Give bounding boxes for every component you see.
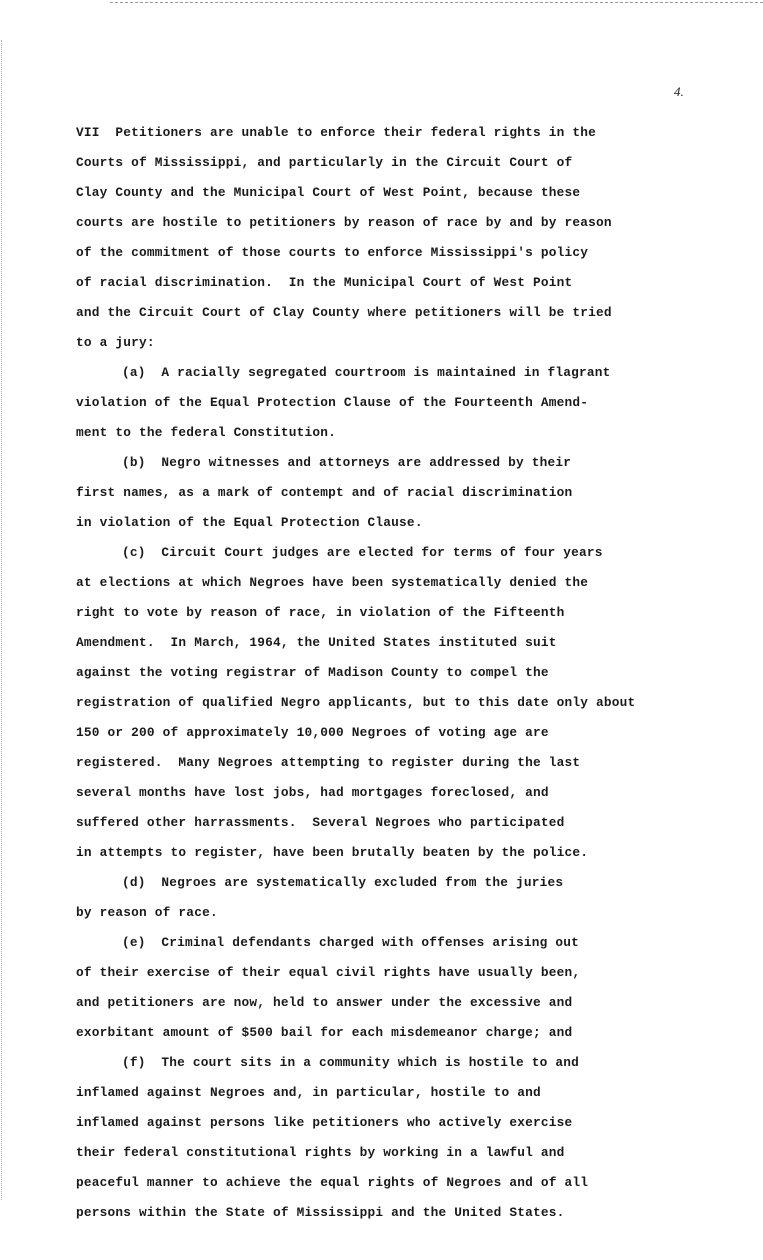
text-line: ment to the federal Constitution.	[76, 425, 337, 440]
text-line: against the voting registrar of Madison County to compel the	[76, 665, 549, 680]
paragraph-d-start: (d) Negroes are systematically excluded from the juries	[122, 875, 564, 890]
text-line: registered. Many Negroes attempting to register during the last	[76, 755, 581, 770]
text-line: inflamed against persons like petitioners who actively exercise	[76, 1115, 573, 1130]
document-body	[76, 118, 726, 1228]
text-line: to a jury:	[76, 335, 155, 350]
text-line: persons within the State of Mississippi and the United States.	[76, 1205, 565, 1220]
text-line: in attempts to register, have been brutally beaten by the police.	[76, 845, 589, 860]
text-line: first names, as a mark of contempt and of racial discrimination	[76, 485, 573, 500]
paragraph-f-start: (f) The court sits in a community which is hostile to and	[122, 1055, 580, 1070]
text-line: 150 or 200 of approximately 10,000 Negroes of voting age are	[76, 725, 549, 740]
text-line: inflamed against Negroes and, in particular, hostile to and	[76, 1085, 541, 1100]
text-line: courts are hostile to petitioners by reason of race by and by reason	[76, 215, 612, 230]
text-line: of racial discrimination. In the Municipal Court of West Point	[76, 275, 573, 290]
paragraph-c-start: (c) Circuit Court judges are elected for terms of four years	[122, 545, 603, 560]
text-line: of the commitment of those courts to enforce Mississippi's policy	[76, 245, 589, 260]
text-line: right to vote by reason of race, in violation of the Fifteenth	[76, 605, 565, 620]
paragraph-a-start: (a) A racially segregated courtroom is maintained in flagrant	[122, 365, 611, 380]
text-line: at elections at which Negroes have been systematically denied the	[76, 575, 589, 590]
text-line: several months have lost jobs, had mortgages foreclosed, and	[76, 785, 549, 800]
paragraph-e-start: (e) Criminal defendants charged with offenses arising out	[122, 935, 580, 950]
text-line: by reason of race.	[76, 905, 218, 920]
text-line: exorbitant amount of $500 bail for each misdemeanor charge; and	[76, 1025, 573, 1040]
text-line: Clay County and the Municipal Court of West Point, because these	[76, 185, 581, 200]
paragraph-b-start: (b) Negro witnesses and attorneys are addressed by their	[122, 455, 572, 470]
text-line: Amendment. In March, 1964, the United States instituted suit	[76, 635, 557, 650]
page-top-border	[110, 2, 763, 3]
text-line: of their exercise of their equal civil rights have usually been,	[76, 965, 581, 980]
page-number: 4.	[674, 84, 684, 99]
text-line: Courts of Mississippi, and particularly in the Circuit Court of	[76, 155, 573, 170]
text-line: suffered other harrassments. Several Negroes who participated	[76, 815, 565, 830]
page-left-edge	[1, 40, 2, 1200]
text-line: peaceful manner to achieve the equal rights of Negroes and of all	[76, 1175, 589, 1190]
text-line: in violation of the Equal Protection Clause.	[76, 515, 423, 530]
text-line: their federal constitutional rights by working in a lawful and	[76, 1145, 565, 1160]
text-line: registration of qualified Negro applicants, but to this date only about	[76, 695, 636, 710]
text-line: VII Petitioners are unable to enforce their federal rights in the	[76, 125, 597, 140]
text-line: violation of the Equal Protection Clause of the Fourteenth Amend-	[76, 395, 589, 410]
text-line: and petitioners are now, held to answer under the excessive and	[76, 995, 573, 1010]
text-line: and the Circuit Court of Clay County where petitioners will be tried	[76, 305, 612, 320]
